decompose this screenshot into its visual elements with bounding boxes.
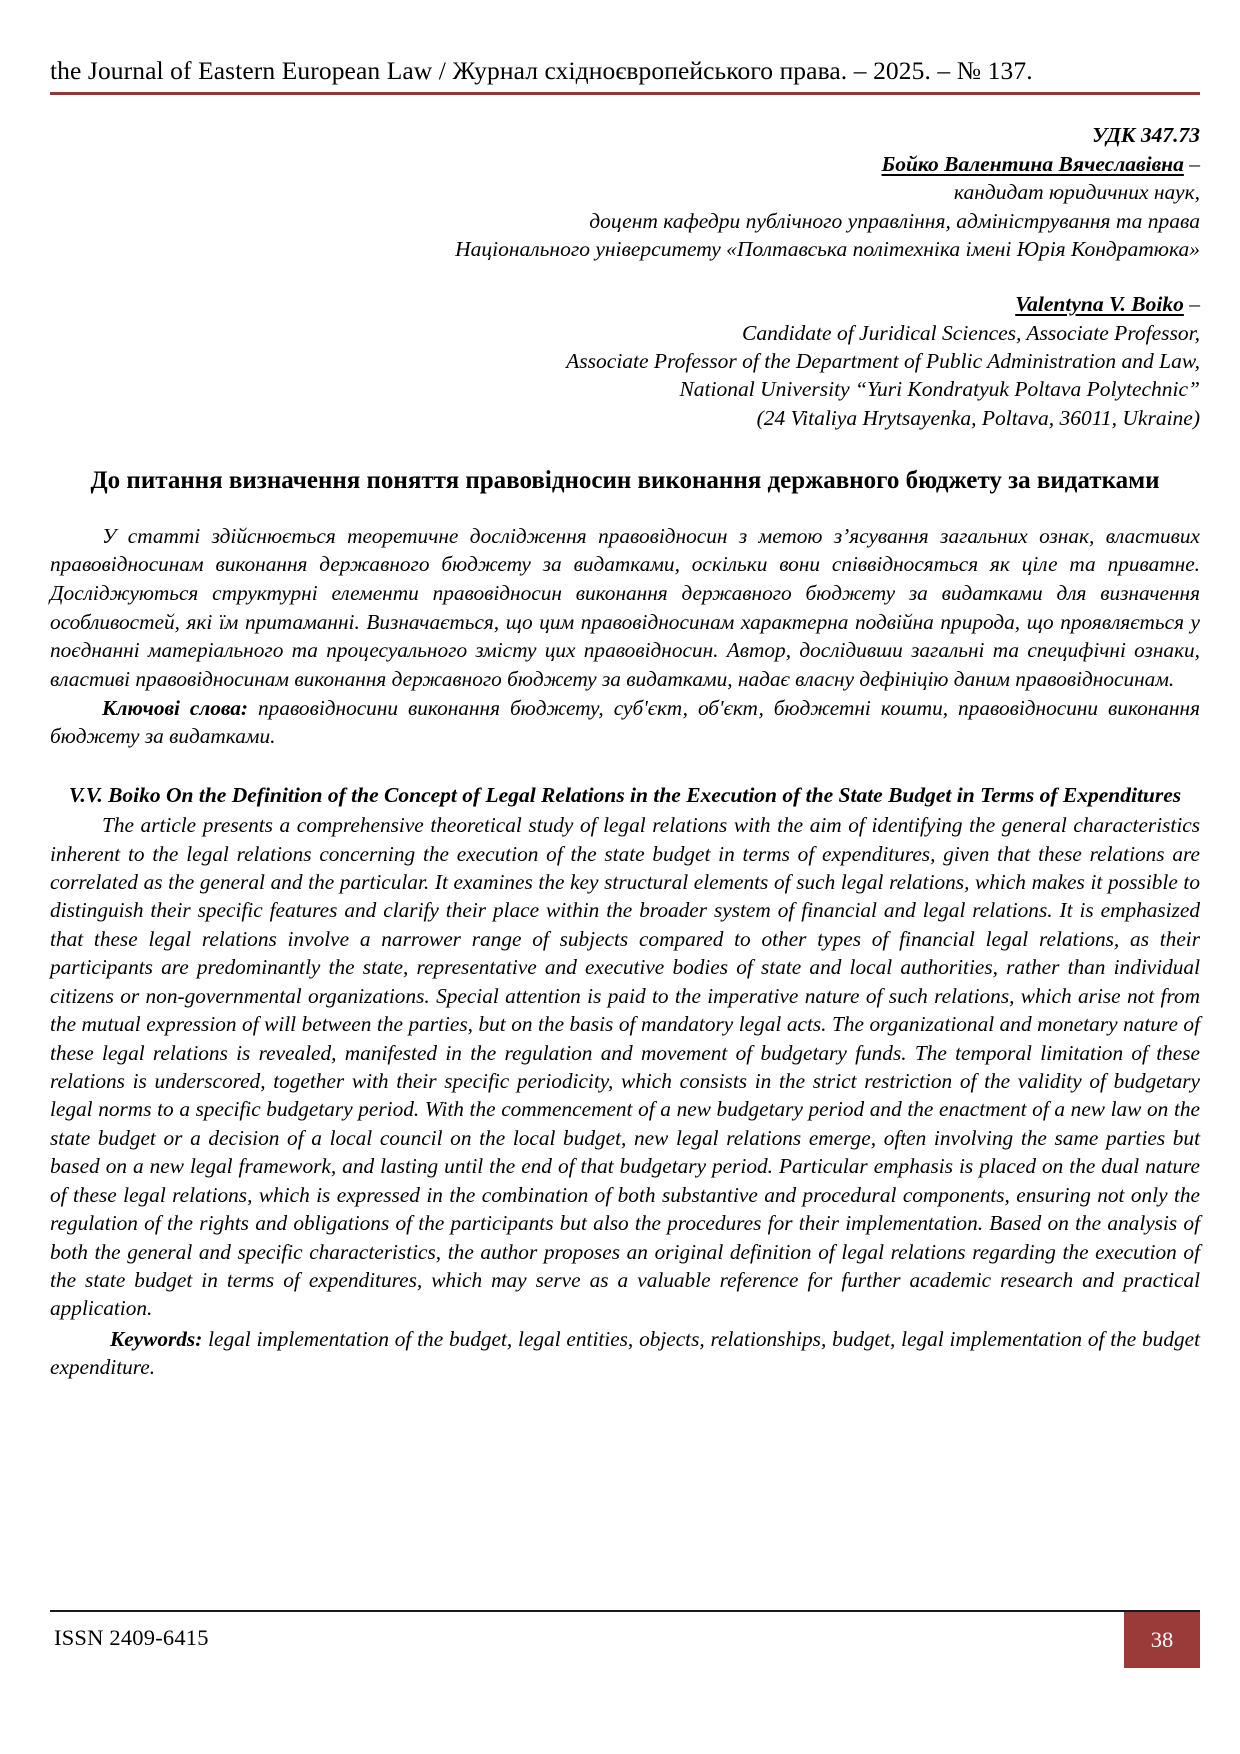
keywords-en-text: legal implementation of the budget, legal entities, objects, relationships, budget, legal implementation of the budget expenditure. [50,1326,1200,1380]
udk-code: УДК 347.73 [1092,123,1200,148]
page-content [50,0,1200,1382]
author-block-spacer [50,263,1200,290]
author-name-en-dash: – [1183,292,1200,317]
keywords-en [50,1325,1200,1382]
author-position-en: Associate Professor of the Department of Public Administration and Law, [566,349,1200,374]
author-name-en-line [50,290,1200,318]
author-block-uk [50,150,1200,264]
author-name-uk-line [50,150,1200,178]
author-affiliation-en: National University “Yuri Kondratyuk Poltava Polytechnic” [679,377,1200,402]
running-head: the Journal of Eastern European Law / Журнал східноєвропейського права. – 2025. – № 137. [50,56,1033,85]
author-address-en: (24 Vitaliya Hrytsayenka, Poltava, 36011, Ukraine) [756,405,1200,430]
author-block-en [50,290,1200,432]
footer-row [50,1612,1200,1668]
author-degree-uk: кандидат юридичних наук, [953,180,1200,205]
author-affiliation-uk: Національного університету «Полтавська політехніка імені Юрія Кондратюка» [455,236,1200,261]
header-rule [50,92,1200,95]
author-name-uk: Бойко Валентина Вячеславівна [881,151,1184,176]
abstract-uk: У статті здійснюється теоретичне дослідження правовідносин з метою з’ясування загальних ознак, властивих правовідносинам виконання державного бюджету за видатками, оскільки вони співвідносяться як ціле та приватне. Досліджуються структурні елементи правовідносин виконання державного бюджету за видатками для визначення особливостей, які їм притаманні. Визначається, що цим правовідносинам характерна подвійна природа, що проявляється у поєднанні матеріального та процесуального змісту цих правовідносин. Автор, дослідивши загальні та специфічні ознаки, властиві правовідносинам виконання державного бюджету за видатками, надає власну дефініцію даним правовідносинам. [50,523,1200,691]
keywords-en-label: Keywords: [110,1326,203,1351]
issn-label: ISSN 2409-6415 [54,1625,209,1650]
keywords-uk [50,694,1200,751]
page-number-badge: 38 [1124,1612,1200,1668]
author-degree-en: Candidate of Juridical Sciences, Associate Professor, [741,320,1200,345]
keywords-uk-text: правовідносини виконання бюджету, суб'єкт, об'єкт, бюджетні кошти, правовідносини виконання бюджету за видатками. [50,695,1200,749]
article-title-uk: До питання визначення поняття правовідносин виконання державного бюджету за видатками [90,467,1160,495]
author-name-uk-dash: – [1183,151,1200,176]
author-name-en: Valentyna V. Boiko [1015,292,1184,317]
abstract-en: The article presents a comprehensive theoretical study of legal relations with the aim of identifying the general characteristics inherent to the legal relations concerning the execution of the state budget in terms of expenditures, given that these relations are correlated as the general and the particular. It examines the key structural elements of such legal relations, which makes it possible to distinguish their specific features and clarify their place within the broader system of financial and legal relations. It is emphasized that these legal relations involve a narrower range of subjects compared to other types of financial legal relations, as their participants are predominantly the state, representative and executive bodies of state and local authorities, rather than individual citizens or non-governmental organizations. Special attention is paid to the imperative nature of such relations, which arise not from the mutual expression of will between the parties, but on the basis of mandatory legal acts. The organizational and monetary nature of these legal relations is revealed, manifested in the regulation and movement of budgetary funds. The temporal limitation of these relations is underscored, together with their specific periodicity, which consists in the strict restriction of the validity of budgetary legal norms to a specific budgetary period. With the commencement of a new budgetary period and the enactment of a new law on the state budget or a decision of a local council on the local budget, new legal relations emerge, often involving the same parties but based on a new legal framework, and lasting until the end of that budgetary period. Particular emphasis is placed on the dual nature of these legal relations, which is expressed in the combination of both substantive and procedural components, ensuring not only the regulation of the rights and obligations of the participants but also the procedures for their implementation. Based on the analysis of both the general and specific characteristics, the author proposes an original definition of legal relations regarding the execution of the state budget in terms of expenditures, which may serve as a valuable reference for further academic research and practical application. [50,813,1200,1321]
page-footer [50,1610,1200,1668]
author-position-uk: доцент кафедри публічного управління, адміністрування та права [589,208,1200,233]
article-title-en: V.V. Boiko On the Definition of the Concept of Legal Relations in the Execution of the State Budget in Terms of Expenditures [68,782,1182,807]
keywords-uk-label: Ключові слова: [102,695,249,720]
